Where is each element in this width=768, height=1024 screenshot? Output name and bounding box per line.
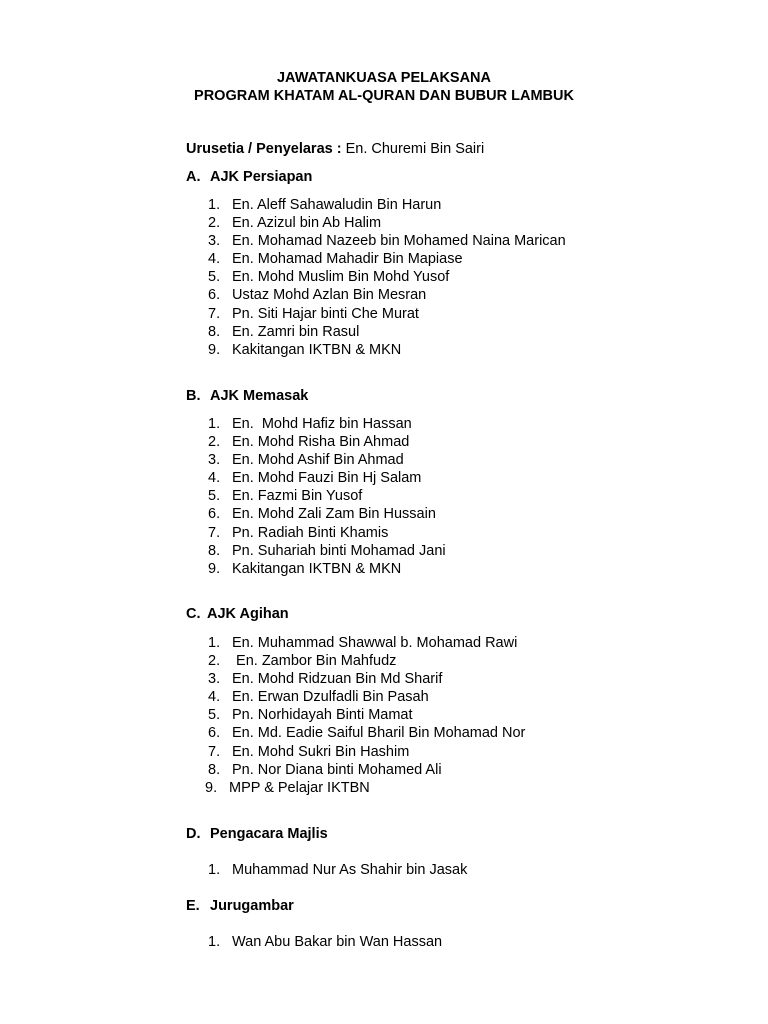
item-text: En. Muhammad Shawwal b. Mohamad Rawi bbox=[232, 635, 518, 651]
item-text: En. Mohd Ashif Bin Ahmad bbox=[232, 452, 404, 469]
item-number: 2. bbox=[208, 215, 221, 232]
section-title: Jurugambar bbox=[210, 898, 294, 914]
section-letter: B. bbox=[186, 388, 201, 404]
list-item bbox=[186, 323, 746, 341]
item-text: En. Mohd Hafiz bin Hassan bbox=[232, 416, 412, 432]
item-number: 8. bbox=[208, 323, 221, 340]
list-item bbox=[186, 250, 746, 268]
item-number: 5. bbox=[208, 707, 221, 724]
list-item bbox=[186, 933, 746, 951]
item-number: 6. bbox=[208, 506, 221, 523]
section-title: AJK Memasak bbox=[210, 388, 309, 404]
section-letter: A. bbox=[186, 169, 201, 185]
item-number: 6. bbox=[208, 725, 221, 742]
item-number: 7. bbox=[208, 524, 221, 541]
list-item bbox=[186, 761, 746, 779]
item-number: 4. bbox=[208, 251, 221, 268]
item-text: Pn. Suhariah binti Mohamad Jani bbox=[232, 542, 446, 559]
list-item bbox=[186, 341, 746, 359]
list-item bbox=[186, 670, 746, 688]
item-number: 3. bbox=[208, 671, 221, 688]
item-number: 4. bbox=[208, 689, 221, 706]
section-heading bbox=[186, 897, 746, 915]
item-text: En. Mohd Ridzuan Bin Md Sharif bbox=[232, 671, 443, 688]
section-letter: C. bbox=[186, 606, 201, 622]
item-text: MPP & Pelajar IKTBN bbox=[229, 779, 370, 796]
member-list bbox=[186, 933, 746, 951]
list-item bbox=[186, 305, 746, 323]
member-list bbox=[186, 196, 746, 359]
item-text: En. Mohd Risha Bin Ahmad bbox=[232, 434, 410, 451]
list-item bbox=[186, 433, 746, 451]
section-e bbox=[186, 897, 746, 951]
list-item bbox=[186, 652, 746, 670]
item-number: 6. bbox=[208, 287, 221, 304]
section-title: AJK Persiapan bbox=[210, 169, 313, 185]
item-text: En. Fazmi Bin Yusof bbox=[232, 488, 363, 505]
list-item bbox=[186, 560, 746, 578]
list-item bbox=[186, 451, 746, 469]
item-number: 7. bbox=[208, 743, 221, 760]
list-item bbox=[186, 779, 746, 797]
list-item bbox=[186, 487, 746, 505]
member-list bbox=[186, 634, 746, 797]
item-text: Pn. Siti Hajar binti Che Murat bbox=[232, 305, 419, 322]
section-heading bbox=[186, 387, 746, 405]
list-item bbox=[186, 524, 746, 542]
item-text: En. Mohd Zali Zam Bin Hussain bbox=[232, 506, 436, 523]
member-list bbox=[186, 415, 746, 578]
item-text: Pn. Norhidayah Binti Mamat bbox=[232, 707, 413, 724]
item-text: Wan Abu Bakar bin Wan Hassan bbox=[232, 934, 443, 950]
list-item bbox=[186, 861, 746, 879]
list-item bbox=[186, 743, 746, 761]
item-text: En. Mohd Fauzi Bin Hj Salam bbox=[232, 470, 422, 487]
item-number: 4. bbox=[208, 470, 221, 487]
item-number: 5. bbox=[208, 269, 221, 286]
list-item bbox=[186, 634, 746, 652]
item-number: 8. bbox=[208, 542, 221, 559]
section-c bbox=[186, 605, 746, 797]
item-number: 9. bbox=[208, 341, 221, 358]
item-text: Kakitangan IKTBN & MKN bbox=[232, 341, 402, 358]
list-item bbox=[186, 415, 746, 433]
list-item bbox=[186, 214, 746, 232]
item-text: En. Zambor Bin Mahfudz bbox=[232, 653, 397, 670]
item-number: 1. bbox=[208, 197, 221, 213]
section-b bbox=[186, 387, 746, 578]
item-number: 1. bbox=[208, 635, 221, 651]
item-number: 2. bbox=[208, 653, 221, 670]
item-text: Pn. Nor Diana binti Mohamed Ali bbox=[232, 761, 442, 778]
list-item bbox=[186, 542, 746, 560]
item-text: En. Erwan Dzulfadli Bin Pasah bbox=[232, 689, 429, 706]
item-number: 8. bbox=[208, 761, 221, 778]
item-number: 9. bbox=[205, 779, 218, 796]
item-number: 2. bbox=[208, 434, 221, 451]
item-number: 1. bbox=[208, 416, 221, 432]
item-text: En. Md. Eadie Saiful Bharil Bin Mohamad Nor bbox=[232, 725, 526, 742]
item-number: 5. bbox=[208, 488, 221, 505]
item-number: 9. bbox=[208, 560, 221, 577]
list-item bbox=[186, 505, 746, 523]
section-heading bbox=[186, 168, 746, 186]
list-item bbox=[186, 232, 746, 250]
item-text: En. Mohd Sukri Bin Hashim bbox=[232, 743, 410, 760]
section-a bbox=[186, 168, 746, 359]
secretariat-line bbox=[186, 140, 484, 158]
list-item bbox=[186, 286, 746, 304]
item-number: 3. bbox=[208, 452, 221, 469]
item-text: En. Azizul bin Ab Halim bbox=[232, 215, 382, 232]
list-item bbox=[186, 688, 746, 706]
document-title-line2: PROGRAM KHATAM AL-QURAN DAN BUBUR LAMBUK bbox=[194, 88, 574, 104]
item-text: En. Aleff Sahawaludin Bin Harun bbox=[232, 197, 442, 213]
item-number: 3. bbox=[208, 233, 221, 250]
list-item bbox=[186, 706, 746, 724]
secretariat-value: En. Churemi Bin Sairi bbox=[345, 141, 485, 157]
item-text: Ustaz Mohd Azlan Bin Mesran bbox=[232, 287, 427, 304]
section-heading bbox=[186, 605, 746, 623]
section-title: Pengacara Majlis bbox=[210, 826, 328, 842]
item-text: Muhammad Nur As Shahir bin Jasak bbox=[232, 862, 468, 878]
item-number: 7. bbox=[208, 305, 221, 322]
section-letter: D. bbox=[186, 826, 201, 842]
section-d bbox=[186, 825, 746, 879]
list-item bbox=[186, 196, 746, 214]
item-text: En. Zamri bin Rasul bbox=[232, 323, 360, 340]
item-text: En. Mohd Muslim Bin Mohd Yusof bbox=[232, 269, 450, 286]
list-item bbox=[186, 469, 746, 487]
item-text: Kakitangan IKTBN & MKN bbox=[232, 560, 402, 577]
list-item bbox=[186, 268, 746, 286]
secretariat-label: Urusetia / Penyelaras : bbox=[186, 141, 342, 157]
item-text: Pn. Radiah Binti Khamis bbox=[232, 524, 389, 541]
document-title-line1: JAWATANKUASA PELAKSANA bbox=[276, 70, 492, 86]
list-item bbox=[186, 724, 746, 742]
section-title: AJK Agihan bbox=[207, 606, 289, 622]
item-text: En. Mohamad Nazeeb bin Mohamed Naina Marican bbox=[232, 233, 566, 250]
item-number: 1. bbox=[208, 862, 221, 878]
member-list bbox=[186, 861, 746, 879]
section-heading bbox=[186, 825, 746, 843]
item-text: En. Mohamad Mahadir Bin Mapiase bbox=[232, 251, 463, 268]
item-number: 1. bbox=[208, 934, 221, 950]
section-letter: E. bbox=[186, 898, 200, 914]
